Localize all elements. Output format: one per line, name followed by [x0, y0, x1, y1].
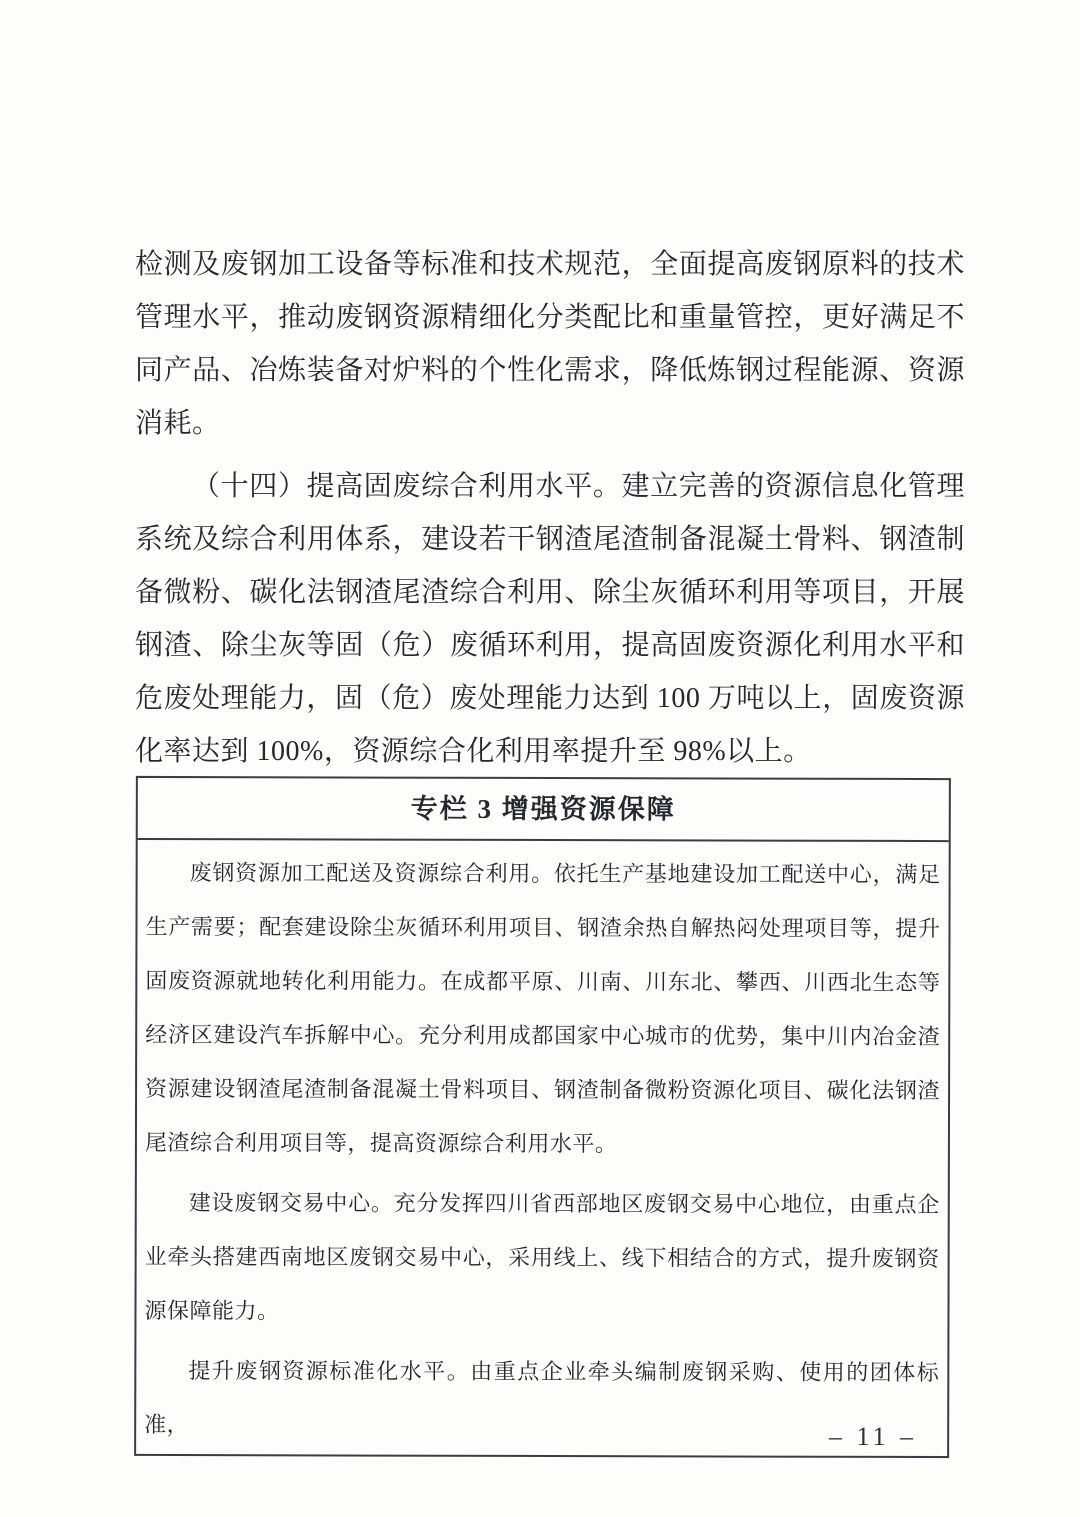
section-14-heading: （十四）提高固废综合利用水平。	[192, 471, 622, 502]
paragraph-continuation: 检测及废钢加工设备等标准和技术规范，全面提高废钢原料的技术管理水平，推动废钢资源精细化分类配比和重量管控，更好满足不同产品、冶炼装备对炉料的个性化需求，降低炼钢过程能源、资源消耗。	[135, 249, 965, 439]
column-box	[134, 776, 951, 1458]
section-14-paragraph	[135, 460, 965, 778]
column-box-title: 专栏 3 增强资源保障	[138, 778, 949, 842]
body-text-block	[135, 238, 965, 778]
box-paragraph-scrap-steel-processing: 废钢资源加工配送及资源综合利用。依托生产基地建设加工配送中心，满足生产需要；配套建设除尘灰循环利用项目、钢渣余热自解热闷处理项目等，提升固废资源就地转化利用能力。在成都平原、川南、川东北、攀西、川西北生态等经济区建设汽车拆解中心。充分利用成都国家中心城市的优势，集中川内冶金渣资源建设钢渣尾渣制备混凝土骨料项目、钢渣制备微粉资源化项目、碳化法钢渣尾渣综合利用项目等，提高资源综合利用水平。	[144, 860, 941, 1157]
box-paragraph-trading-center: 建设废钢交易中心。充分发挥四川省西部地区废钢交易中心地位，由重点企业牵头搭建西南地区废钢交易中心，采用线上、线下相结合的方式，提升废钢资源保障能力。	[144, 1190, 940, 1324]
box-paragraph-standardization: 提升废钢资源标准化水平。由重点企业牵头编制废钢采购、使用的团体标准，	[144, 1358, 940, 1438]
page-number: – 11 –	[828, 1422, 917, 1451]
column-box-body	[136, 840, 949, 1456]
section-14-body-text: 建立完善的资源信息化管理系统及综合利用体系，建设若干钢渣尾渣制备混凝土骨料、钢渣制备微粉、碳化法钢渣尾渣综合利用、除尘灰循环利用等项目，开展钢渣、除尘灰等固（危）废循环利用，提高固废资源化利用水平和危废处理能力，固（危）废处理能力达到 100 万吨以上，固废资源化率达到 100%，资源综合化利用率提升至 98%以上。	[135, 471, 965, 767]
